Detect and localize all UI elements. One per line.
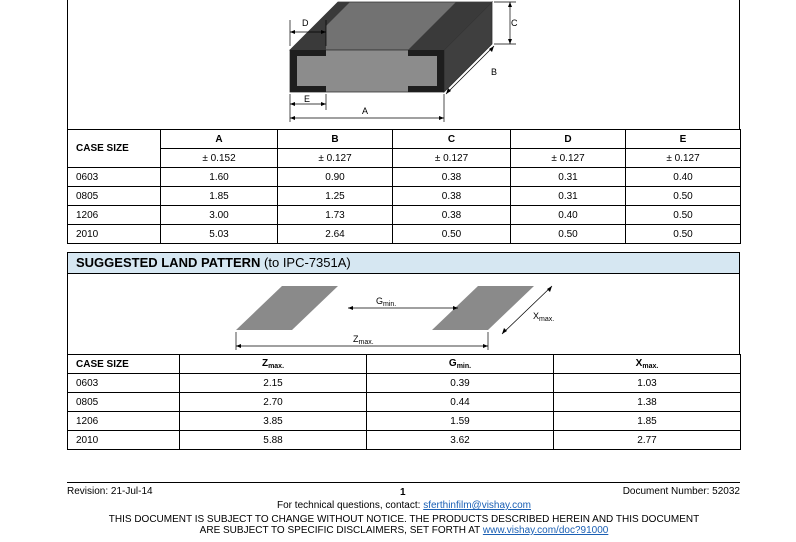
value-cell: 5.88 [180, 431, 367, 450]
disclaimer-prefix: ARE SUBJECT TO SPECIFIC DISCLAIMERS, SET FORTH AT [199, 525, 483, 536]
case-size-header: CASE SIZE [68, 355, 180, 374]
land-pattern-section-title [67, 252, 740, 274]
contact-line [0, 500, 796, 512]
case-size-cell: 2010 [68, 225, 161, 244]
col-header-z: $Z_{max.}$ [180, 355, 367, 374]
land-pattern-diagram [230, 280, 570, 352]
value-cell: 0.50 [511, 225, 626, 244]
case-size-cell: 0805 [68, 393, 180, 412]
table-row [68, 225, 741, 244]
case-size-cell: 1206 [68, 412, 180, 431]
value-cell: 0.50 [626, 187, 741, 206]
tolerance-e: ± 0.127 [626, 149, 741, 168]
disclaimer-line-1: THIS DOCUMENT IS SUBJECT TO CHANGE WITHOUT NOTICE. THE PRODUCTS DESCRIBED HEREIN AND THIS DOCUMENT [108, 514, 700, 525]
table-row [68, 187, 741, 206]
land-pattern-table [67, 354, 741, 450]
land-pattern-header-row [68, 355, 741, 374]
tolerance-row [68, 149, 741, 168]
value-cell: 0.38 [393, 187, 511, 206]
dim-label-d: D [302, 18, 309, 28]
case-size-cell: 0805 [68, 187, 161, 206]
frame-right-line [739, 0, 740, 130]
col-header-x: $X_{max.}$ [554, 355, 741, 374]
diagram-label-g: $G_{min.}$ [376, 296, 397, 308]
col-header-g: $G_{min.}$ [367, 355, 554, 374]
table-row [68, 206, 741, 225]
tolerance-d: ± 0.127 [511, 149, 626, 168]
case-size-cell: 2010 [68, 431, 180, 450]
value-cell: 0.38 [393, 168, 511, 187]
tolerance-b: ± 0.127 [278, 149, 393, 168]
page-number: 1 [400, 487, 406, 498]
col-header-d: D [511, 130, 626, 149]
disclaimer-link[interactable]: www.vishay.com/doc?91000 [482, 525, 609, 536]
col-header-e: E [626, 130, 741, 149]
value-cell: 2.15 [180, 374, 367, 393]
table-row [68, 412, 741, 431]
case-size-cell: 0603 [68, 374, 180, 393]
value-cell: 3.00 [161, 206, 278, 225]
dim-label-b: B [491, 67, 498, 77]
value-cell: 2.77 [554, 431, 741, 450]
value-cell: 1.59 [367, 412, 554, 431]
contact-prefix: For technical questions, contact: [277, 500, 424, 511]
value-cell: 0.39 [367, 374, 554, 393]
value-cell: 0.40 [626, 168, 741, 187]
left-pad [236, 286, 338, 330]
value-cell: 0.31 [511, 168, 626, 187]
value-cell: 1.85 [554, 412, 741, 431]
dim-label-a: A [362, 106, 369, 116]
value-cell: 0.50 [393, 225, 511, 244]
value-cell: 0.50 [626, 225, 741, 244]
diagram-label-x: $X_{max.}$ [533, 311, 555, 323]
case-size-cell: 0603 [68, 168, 161, 187]
dim-label-c: C [511, 18, 518, 28]
value-cell: 1.73 [278, 206, 393, 225]
document-number: Document Number: 52032 [622, 486, 740, 497]
col-header-c: C [393, 130, 511, 149]
revision-text: Revision: 21-Jul-14 [67, 486, 153, 497]
case-size-header: CASE SIZE [68, 130, 161, 168]
table-row [68, 393, 741, 412]
col-header-a: A [161, 130, 278, 149]
land-pattern-title-bold: SUGGESTED LAND PATTERN [76, 255, 261, 270]
land-pattern-title-rest: (to IPC-7351A) [260, 255, 351, 270]
value-cell: 3.85 [180, 412, 367, 431]
value-cell: 0.31 [511, 187, 626, 206]
diagram-label-z: $Z_{max.}$ [353, 334, 374, 346]
tolerance-c: ± 0.127 [393, 149, 511, 168]
footer-rule [67, 482, 740, 483]
dimensions-table [67, 129, 741, 244]
value-cell: 2.70 [180, 393, 367, 412]
col-header-b: B [278, 130, 393, 149]
value-cell: 0.44 [367, 393, 554, 412]
table-row [68, 168, 741, 187]
dim-label-e: E [304, 94, 311, 104]
tolerance-a: ± 0.152 [161, 149, 278, 168]
value-cell: 3.62 [367, 431, 554, 450]
contact-email-link[interactable]: sferthinfilm@vishay.com [423, 500, 531, 511]
value-cell: 0.90 [278, 168, 393, 187]
value-cell: 1.25 [278, 187, 393, 206]
value-cell: 2.64 [278, 225, 393, 244]
value-cell: 1.03 [554, 374, 741, 393]
value-cell: 0.40 [511, 206, 626, 225]
value-cell: 5.03 [161, 225, 278, 244]
value-cell: 0.38 [393, 206, 511, 225]
chip-front-face [290, 50, 444, 92]
value-cell: 0.50 [626, 206, 741, 225]
table-row [68, 431, 741, 450]
value-cell: 1.85 [161, 187, 278, 206]
frame-left-line [67, 0, 68, 130]
disclaimer-line-2 [0, 525, 796, 537]
chip-dimension-diagram [280, 0, 540, 128]
dimensions-header-row [68, 130, 741, 149]
table-row [68, 374, 741, 393]
value-cell: 1.60 [161, 168, 278, 187]
case-size-cell: 1206 [68, 206, 161, 225]
value-cell: 1.38 [554, 393, 741, 412]
